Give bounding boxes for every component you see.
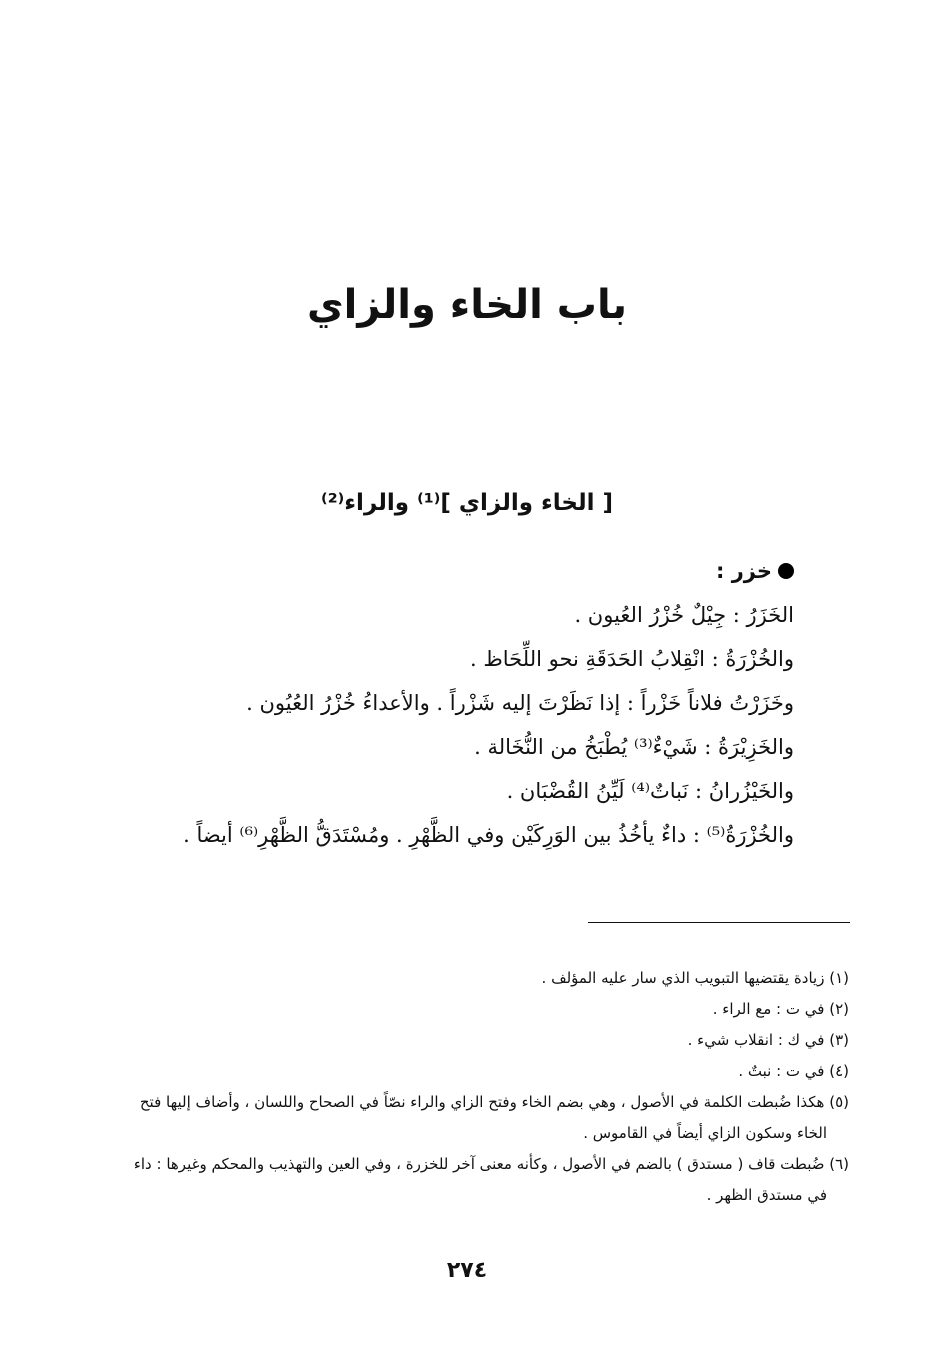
footnote-5: (٥) هكذا ضُبطت الكلمة في الأصول ، وهي بضم الخاء وفتح الزاي والراء نصّاً في الصحاح واللسان ، وأضاف إليها فتح الخاء وسكون الزاي أيضاً في القاموس . (139, 1093, 849, 1142)
chapter-title: باب الخاء والزاي (307, 282, 627, 328)
entry-headword-line (104, 549, 794, 593)
entry-line-2: والخُزْرَةُ : انْقِلابُ الحَدَقَةِ نحو اللِّحَاظ . (470, 647, 794, 671)
footnote-2: (٢) في ت : مع الراء . (712, 1000, 849, 1018)
entry-line-5: والخَيْزُرانُ : نَباتٌ⁽⁴⁾ لَيِّنُ القُضْبَان . (506, 779, 794, 803)
bullet-icon (778, 563, 794, 579)
page-number: ٢٧٤ (446, 1258, 488, 1283)
footnote-1: (١) زيادة يقتضيها التبويب الذي سار عليه المؤلف . (541, 969, 849, 987)
entry-line-6: والخُزْرَةُ⁽⁵⁾ : داءٌ يأخُذُ بين الوَرِكَيْن وفي الظَّهْرِ . ومُسْتَدَقُّ الظَّهْرِ⁽⁶⁾ أيضاً . (183, 823, 794, 847)
dictionary-entry (104, 549, 794, 857)
entry-line-3: وخَزَرْتُ فلاناً خَزْراً : إذا نَظَرْتَ إليه شَزْراً . والأعداءُ خُزْرُ العُيُون . (246, 691, 794, 715)
section-heading: [ الخاء والزاي ]⁽¹⁾ والراء⁽²⁾ (320, 490, 614, 516)
footnote-divider (588, 922, 850, 923)
footnote-3: (٣) في ك : انقلاب شيء . (687, 1031, 849, 1049)
entry-line-1: الخَزَرُ : جِيْلٌ خُزْرُ العُيون . (574, 603, 794, 627)
entry-headword: خزر : (716, 559, 772, 583)
footnote-6: (٦) ضُبطت قاف ( مستدق ) بالضم في الأصول ، وكأنه معنى آخر للخزرة ، وفي العين والتهذيب والمحكم وغيرها : داء في مستدق الظهر . (133, 1155, 849, 1204)
footnote-4: (٤) في ت : نبتٌ . (738, 1062, 849, 1080)
entry-line-4: والخَزِيْرَةُ : شَيْءٌ⁽³⁾ يُطْبَخُ من النُّخَالة . (474, 735, 794, 759)
footnotes (119, 963, 849, 1211)
